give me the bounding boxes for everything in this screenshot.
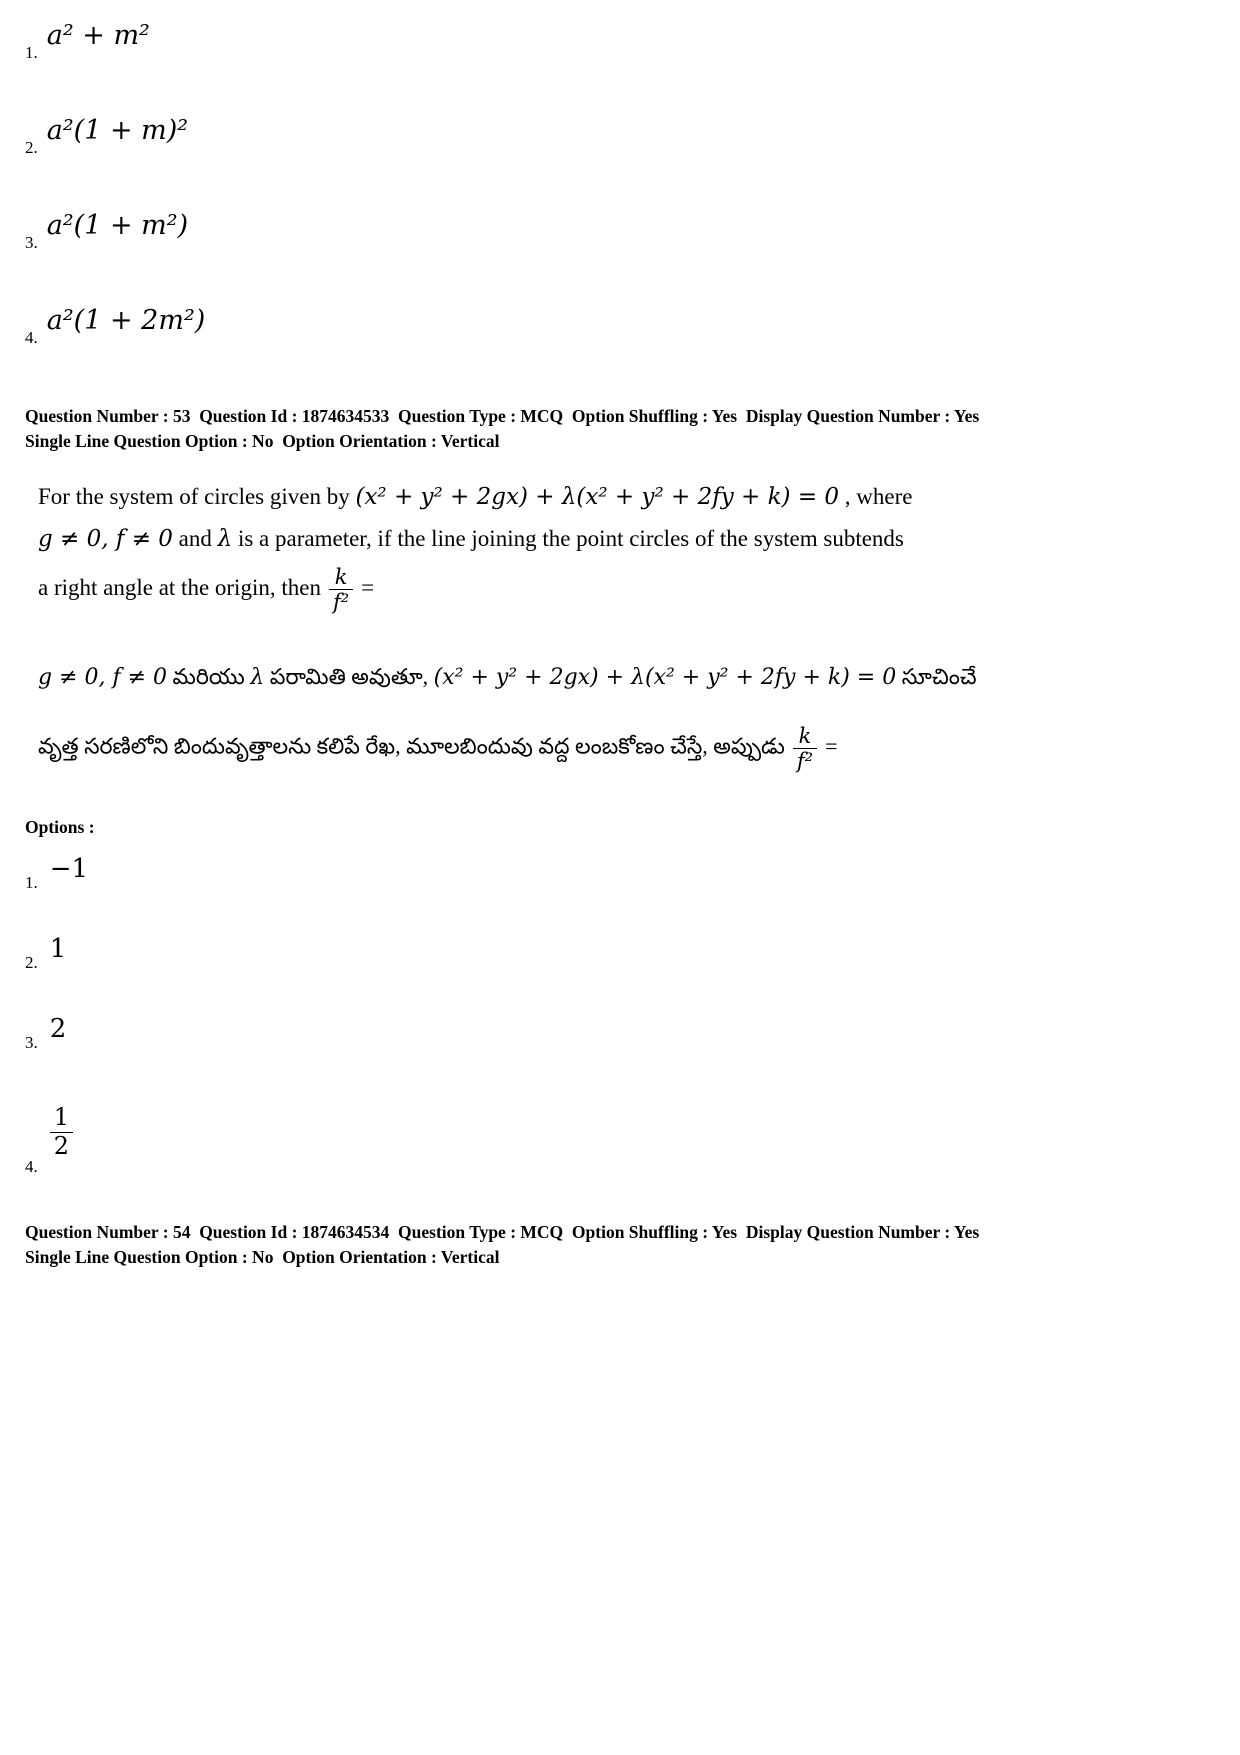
english-line-3 — [38, 565, 1212, 614]
option-number: 2. — [25, 138, 38, 157]
fraction-denominator: f² — [329, 589, 353, 614]
answer-option-1 — [25, 856, 1212, 892]
fraction-numerator: k — [798, 723, 812, 748]
fraction-numerator: 1 — [53, 1103, 70, 1132]
option-value — [50, 1104, 73, 1160]
option-number: 4. — [25, 1157, 38, 1177]
option-formula: a²(1 + m²) — [46, 210, 189, 241]
option-row — [25, 210, 1212, 252]
question-53-header — [25, 404, 1212, 454]
fraction-numerator: k — [334, 564, 348, 589]
answer-option-4 — [25, 1096, 1212, 1176]
telugu-text-segment: వృత్త సరణిలోని బిందువృత్తాలను కలిపే రేఖ, మూలబిందువు వద్ద లంబకోణం చేస్తే, అప్పుడు — [38, 733, 785, 759]
text-segment: For the system of circles given by — [38, 483, 356, 509]
option-value: 2 — [49, 1014, 67, 1045]
option-row — [25, 305, 1212, 347]
text-segment: and — [172, 526, 218, 552]
option-number: 3. — [25, 233, 38, 252]
option-row — [25, 20, 1212, 62]
lambda-symbol: λ — [217, 526, 233, 553]
english-line-2 — [38, 522, 1212, 557]
lambda-symbol: λ — [250, 664, 265, 690]
question-53-meta-line-2: Single Line Question Option : No Option Orientation : Vertical — [25, 430, 500, 451]
telugu-text-segment: మరియు — [167, 663, 251, 689]
k-over-f-squared-fraction — [793, 724, 817, 773]
circle-system-equation: (x² + y² + 2gx) + λ(x² + y² + 2fy + k) = 0 — [433, 664, 897, 690]
telugu-line-1 — [38, 660, 1212, 694]
equals-sign: = — [825, 733, 838, 759]
option-value: 1 — [49, 934, 67, 965]
k-over-f-squared-fraction — [329, 565, 353, 614]
options-label: Options : — [25, 817, 95, 838]
telugu-text-segment: పరామితి అవుతూ, — [264, 663, 434, 689]
option-row — [25, 115, 1212, 157]
answer-option-2 — [25, 936, 1212, 972]
question-53-meta-line-1: Question Number : 53 Question Id : 1874634533 Question Type : MCQ Option Shuffling : Yes Display Question Number : Yes — [25, 406, 980, 426]
fraction-denominator: 2 — [50, 1132, 73, 1161]
question-53-english-text — [38, 480, 1212, 614]
option-number: 1. — [25, 873, 38, 893]
math-segment: g ≠ 0, f ≠ 0 — [38, 664, 168, 690]
question-52-options-section — [25, 20, 1212, 347]
fraction-denominator: f² — [793, 748, 817, 773]
option-formula: a² + m² — [46, 20, 150, 51]
english-line-1 — [38, 480, 1212, 515]
question-53-options-section — [25, 856, 1212, 1176]
option-number: 4. — [25, 328, 38, 347]
question-54-meta-line-1: Question Number : 54 Question Id : 1874634534 Question Type : MCQ Option Shuffling : Yes Display Question Number : Yes — [25, 1222, 980, 1243]
option-formula: a²(1 + m)² — [46, 115, 189, 146]
telugu-line-2 — [38, 724, 1212, 773]
option-number: 3. — [25, 1033, 38, 1053]
telugu-text-segment: సూచించే — [896, 663, 977, 689]
circle-system-equation: (x² + y² + 2gx) + λ(x² + y² + 2fy + k) = 0 — [355, 483, 840, 510]
text-segment: , where — [839, 483, 913, 509]
option-number: 1. — [25, 43, 38, 62]
answer-option-3 — [25, 1016, 1212, 1052]
equals-sign: = — [361, 574, 375, 600]
question-53-telugu-text — [38, 660, 1212, 773]
option-value: −1 — [49, 854, 89, 885]
option-number: 2. — [25, 953, 38, 973]
text-segment: is a parameter, if the line joining the point circles of the system subtends — [232, 526, 904, 552]
question-54-header — [25, 1220, 1212, 1270]
text-segment: a right angle at the origin, then — [38, 574, 321, 600]
math-segment: g ≠ 0, f ≠ 0 — [38, 526, 173, 553]
option-formula: a²(1 + 2m²) — [46, 305, 206, 336]
question-54-meta-line-2: Single Line Question Option : No Option Orientation : Vertical — [25, 1247, 500, 1268]
one-half-fraction — [50, 1104, 73, 1160]
